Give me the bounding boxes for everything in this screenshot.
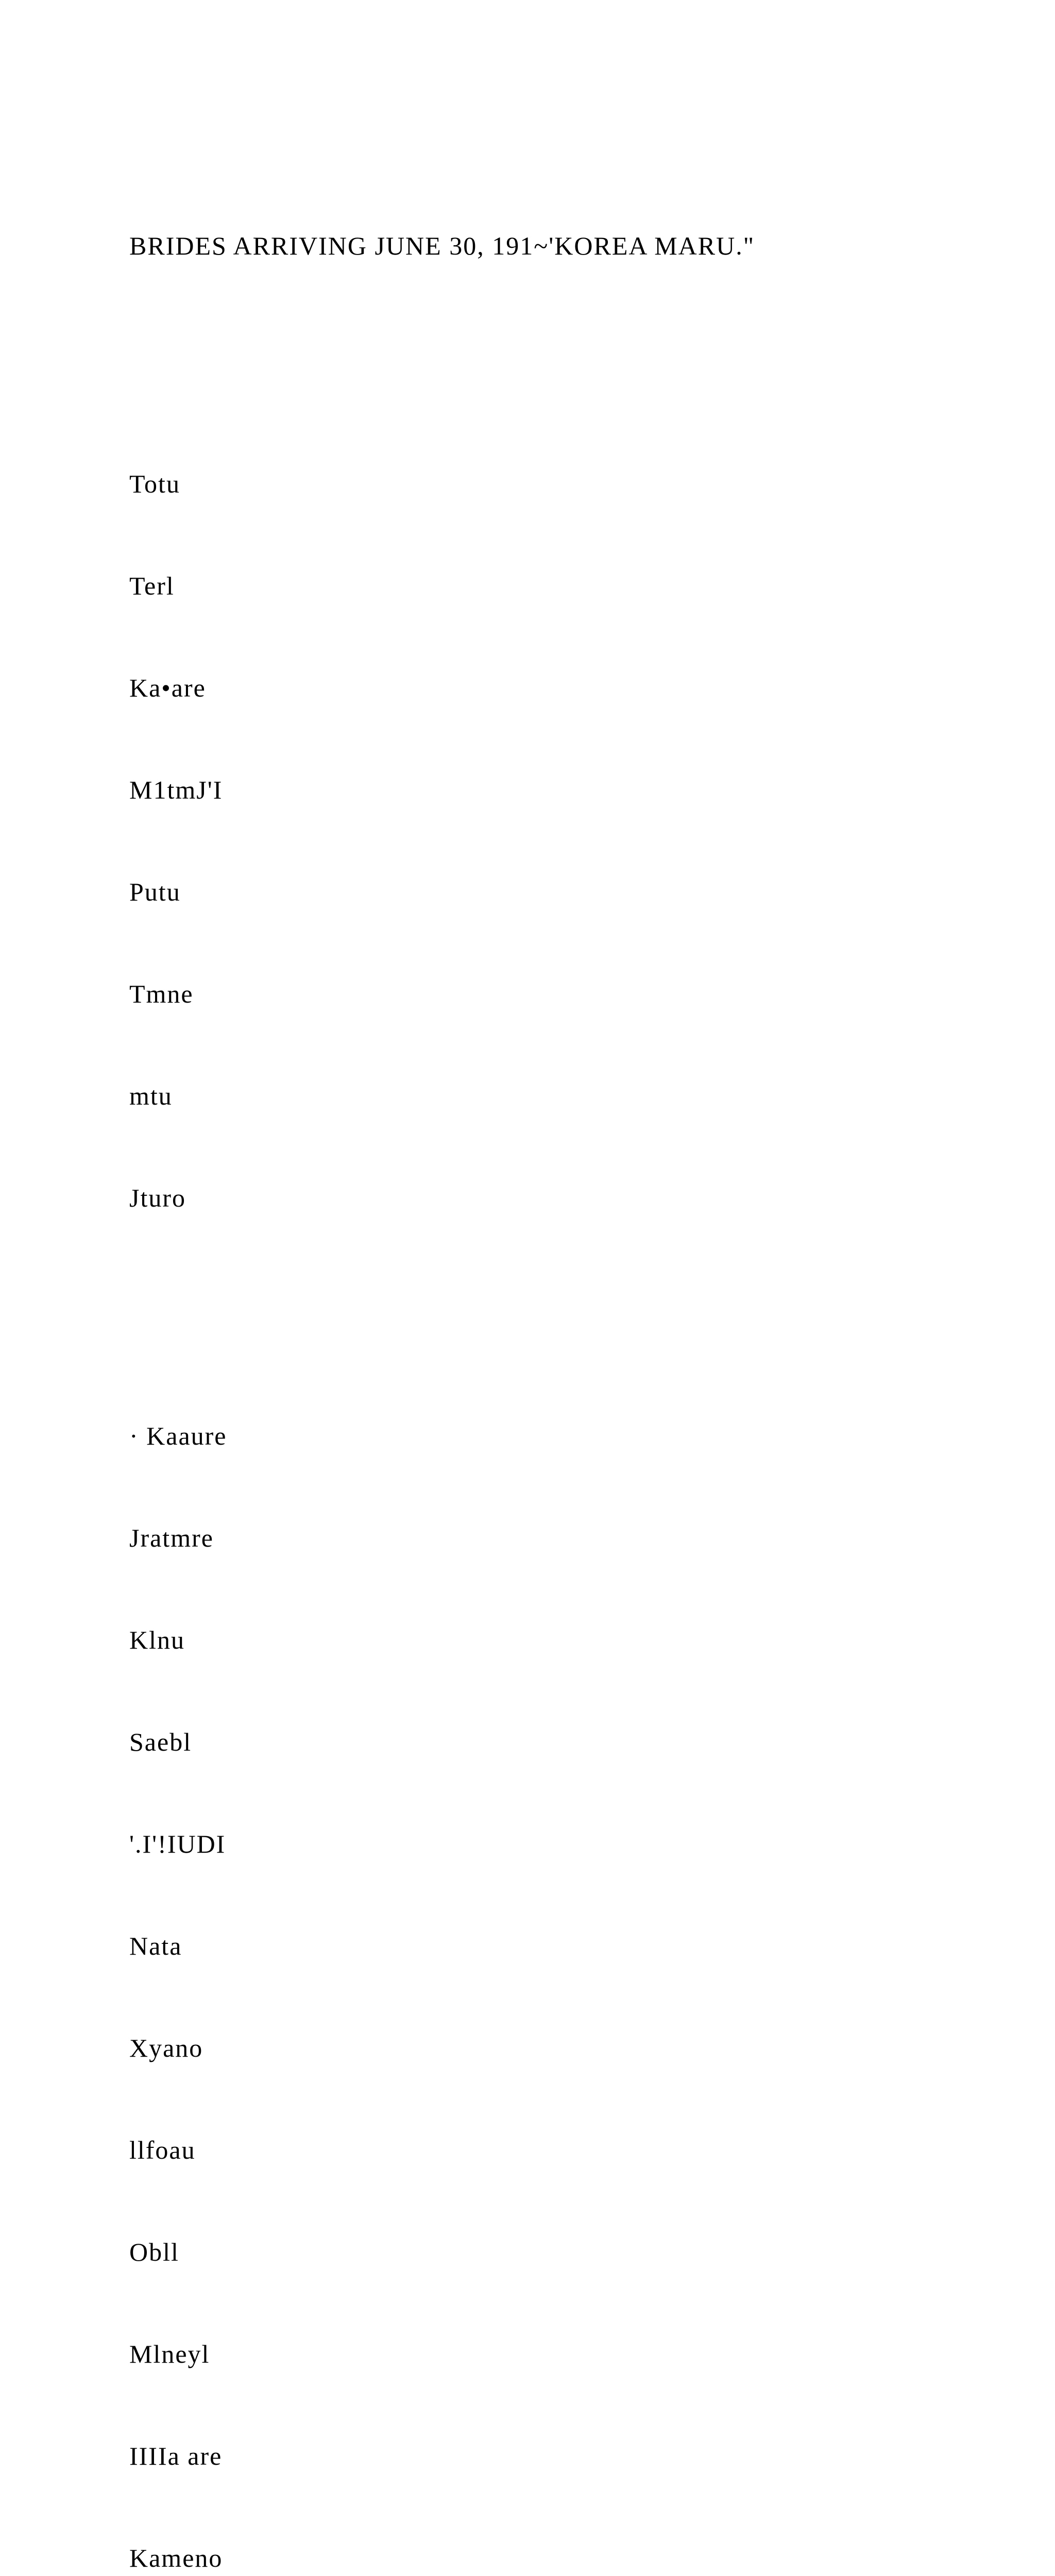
bride-name: Totu bbox=[129, 469, 180, 498]
bride-name: Tmne bbox=[129, 979, 194, 1008]
document-body bbox=[129, 161, 755, 2576]
husband-name: Jratmre bbox=[129, 1523, 214, 1552]
husband-name: Saebl bbox=[129, 1727, 192, 1756]
bride-name: Ka•are bbox=[129, 673, 206, 702]
blank-line bbox=[129, 1283, 755, 1317]
document-heading: BRIDES ARRIVING JUNE 30, 191~'KOREA MARU." bbox=[129, 231, 755, 260]
husband-name: Nata bbox=[129, 1931, 182, 1960]
blank-line bbox=[129, 331, 755, 365]
bride-name: Terl bbox=[129, 571, 175, 600]
husband-name: IIIIa are bbox=[129, 2442, 223, 2470]
bride-name: Putu bbox=[129, 877, 181, 906]
husband-name: Mlneyl bbox=[129, 2340, 210, 2368]
bride-name: Jturo bbox=[129, 1183, 186, 1212]
bride-name: mtu bbox=[129, 1081, 173, 1110]
husband-name: Klnu bbox=[129, 1625, 185, 1654]
husband-name: Obll bbox=[129, 2238, 179, 2266]
husband-name: '.I'!IUDI bbox=[129, 1829, 226, 1858]
husband-name: llfoau bbox=[129, 2136, 196, 2164]
husband-name: · Kaaure bbox=[129, 1421, 227, 1450]
bride-name: M1tmJ'I bbox=[129, 775, 223, 804]
husband-name: Kameno bbox=[129, 2544, 223, 2572]
husband-name: Xyano bbox=[129, 2033, 203, 2062]
